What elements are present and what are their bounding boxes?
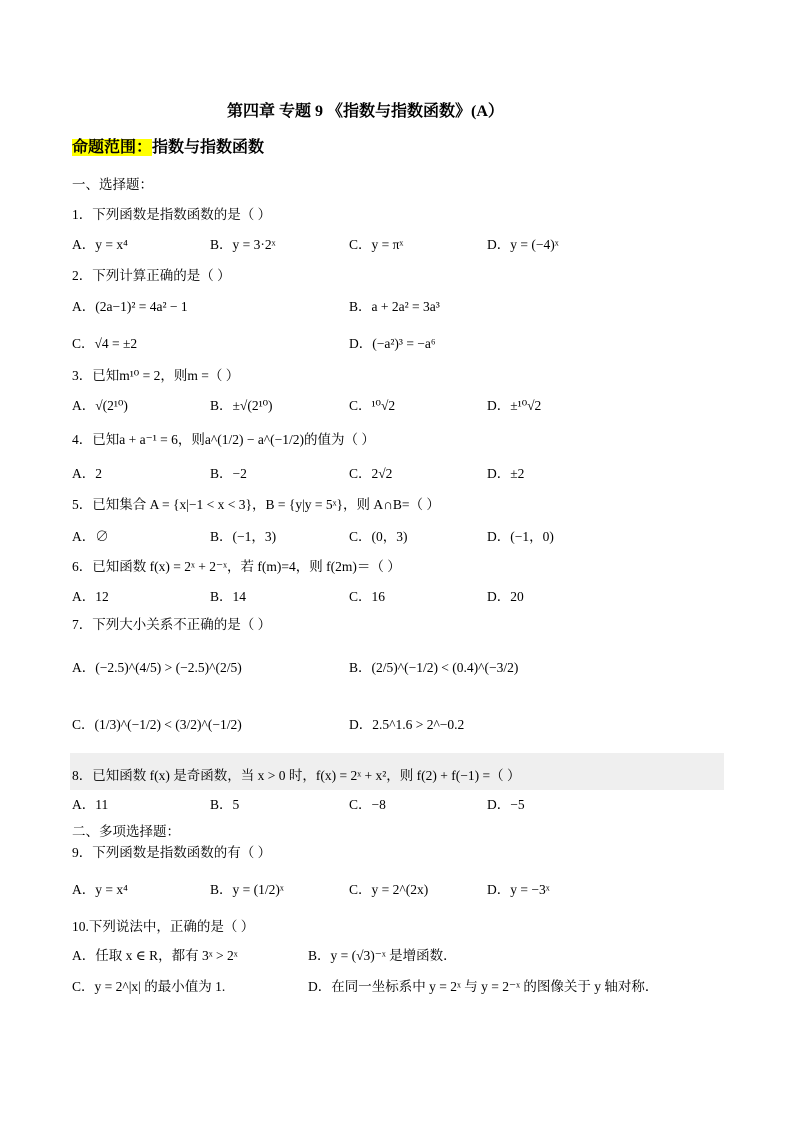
q5-stem: 5．已知集合 A = {x|−1 < x < 3}，B = {y|y = 5ˣ}，则 A∩B=（ ） xyxy=(72,497,440,512)
q7-option-c: C．(1/3)^(−1/2) < (3/2)^(−1/2) xyxy=(72,717,242,732)
q4-stem: 4．已知a + a⁻¹ = 6，则a^(1/2) − a^(−1/2)的值为（ ） xyxy=(72,432,375,447)
q4-option-c: C．2√2 xyxy=(349,466,393,481)
q9-stem: 9．下列函数是指数函数的有（ ） xyxy=(72,845,272,860)
q10-option-d: D．在同一坐标系中 y = 2ˣ 与 y = 2⁻ˣ 的图像关于 y 轴对称． xyxy=(308,979,659,994)
q1-option-a: A．y = x⁴ xyxy=(72,237,128,252)
q2-stem: 2．下列计算正确的是（ ） xyxy=(72,268,231,283)
scope-text: 指数与指数函数 xyxy=(152,139,265,156)
q3-stem: 3．已知m¹⁰ = 2，则m =（ ） xyxy=(72,368,240,383)
q3-option-d: D．±¹⁰√2 xyxy=(487,398,542,413)
q1-option-b: B．y = 3·2ˣ xyxy=(210,237,276,252)
q3-option-b: B．±√(2¹⁰) xyxy=(210,398,273,413)
q1-option-c: C．y = πˣ xyxy=(349,237,404,252)
q2-option-a: A．(2a−1)² = 4a² − 1 xyxy=(72,299,188,314)
q8-option-a: A．11 xyxy=(72,797,109,812)
q9-option-b: B．y = (1/2)ˣ xyxy=(210,882,284,897)
q3-option-c: C．¹⁰√2 xyxy=(349,398,396,413)
section-heading-2: 二、多项选择题： xyxy=(72,824,180,839)
q4-option-b: B．−2 xyxy=(210,466,247,481)
q10-stem: 10.下列说法中，正确的是（ ） xyxy=(72,919,255,934)
q5-option-b: B．(−1，3) xyxy=(210,529,277,544)
q5-option-c: C．(0，3) xyxy=(349,529,408,544)
q1-stem: 1．下列函数是指数函数的是（ ） xyxy=(72,207,272,222)
q5-option-d: D．(−1，0) xyxy=(487,529,554,544)
q4-option-a: A．2 xyxy=(72,466,102,481)
q3-option-a: A．√(2¹⁰) xyxy=(72,398,128,413)
page-title: 第四章 专题 9 《指数与指数函数》(A） xyxy=(227,103,504,120)
q7-option-a: A．(−2.5)^(4/5) > (−2.5)^(2/5) xyxy=(72,660,242,675)
q4-option-d: D．±2 xyxy=(487,466,525,481)
q9-option-a: A．y = x⁴ xyxy=(72,882,128,897)
q8-option-c: C．−8 xyxy=(349,797,386,812)
scope-line xyxy=(72,134,264,157)
q10-option-c: C．y = 2^|x| 的最小值为 1. xyxy=(72,979,226,994)
q9-option-d: D．y = −3ˣ xyxy=(487,882,550,897)
q2-option-d: D．(−a²)³ = −a⁶ xyxy=(349,336,436,351)
q7-option-b: B．(2/5)^(−1/2) < (0.4)^(−3/2) xyxy=(349,660,519,675)
q6-option-c: C．16 xyxy=(349,589,386,604)
q10-option-a: A．任取 x ∈ R，都有 3ˣ > 2ˣ xyxy=(72,948,238,963)
q8-stem: 8．已知函数 f(x) 是奇函数，当 x > 0 时，f(x) = 2ˣ + x²，则 f(2) + f(−1) =（ ） xyxy=(72,768,521,783)
q2-option-c: C．√4 = ±2 xyxy=(72,336,138,351)
q7-stem: 7．下列大小关系不正确的是（ ） xyxy=(72,617,272,632)
q8-option-d: D．−5 xyxy=(487,797,525,812)
q2-option-b: B．a + 2a² = 3a³ xyxy=(349,299,440,314)
q1-option-d: D．y = (−4)ˣ xyxy=(487,237,559,252)
q8-option-b: B．5 xyxy=(210,797,240,812)
q10-option-b: B．y = (√3)⁻ˣ 是增函数． xyxy=(308,948,457,963)
section-heading-1: 一、选择题： xyxy=(72,177,153,192)
q6-option-a: A．12 xyxy=(72,589,109,604)
q7-option-d: D．2.5^1.6 > 2^−0.2 xyxy=(349,717,465,732)
q5-option-a: A．∅ xyxy=(72,529,109,544)
q6-option-b: B．14 xyxy=(210,589,247,604)
q6-option-d: D．20 xyxy=(487,589,524,604)
q6-stem: 6．已知函数 f(x) = 2ˣ + 2⁻ˣ，若 f(m)=4，则 f(2m)＝（ ） xyxy=(72,559,401,574)
scope-label: 命题范围： xyxy=(72,139,153,156)
q9-option-c: C．y = 2^(2x) xyxy=(349,882,429,897)
